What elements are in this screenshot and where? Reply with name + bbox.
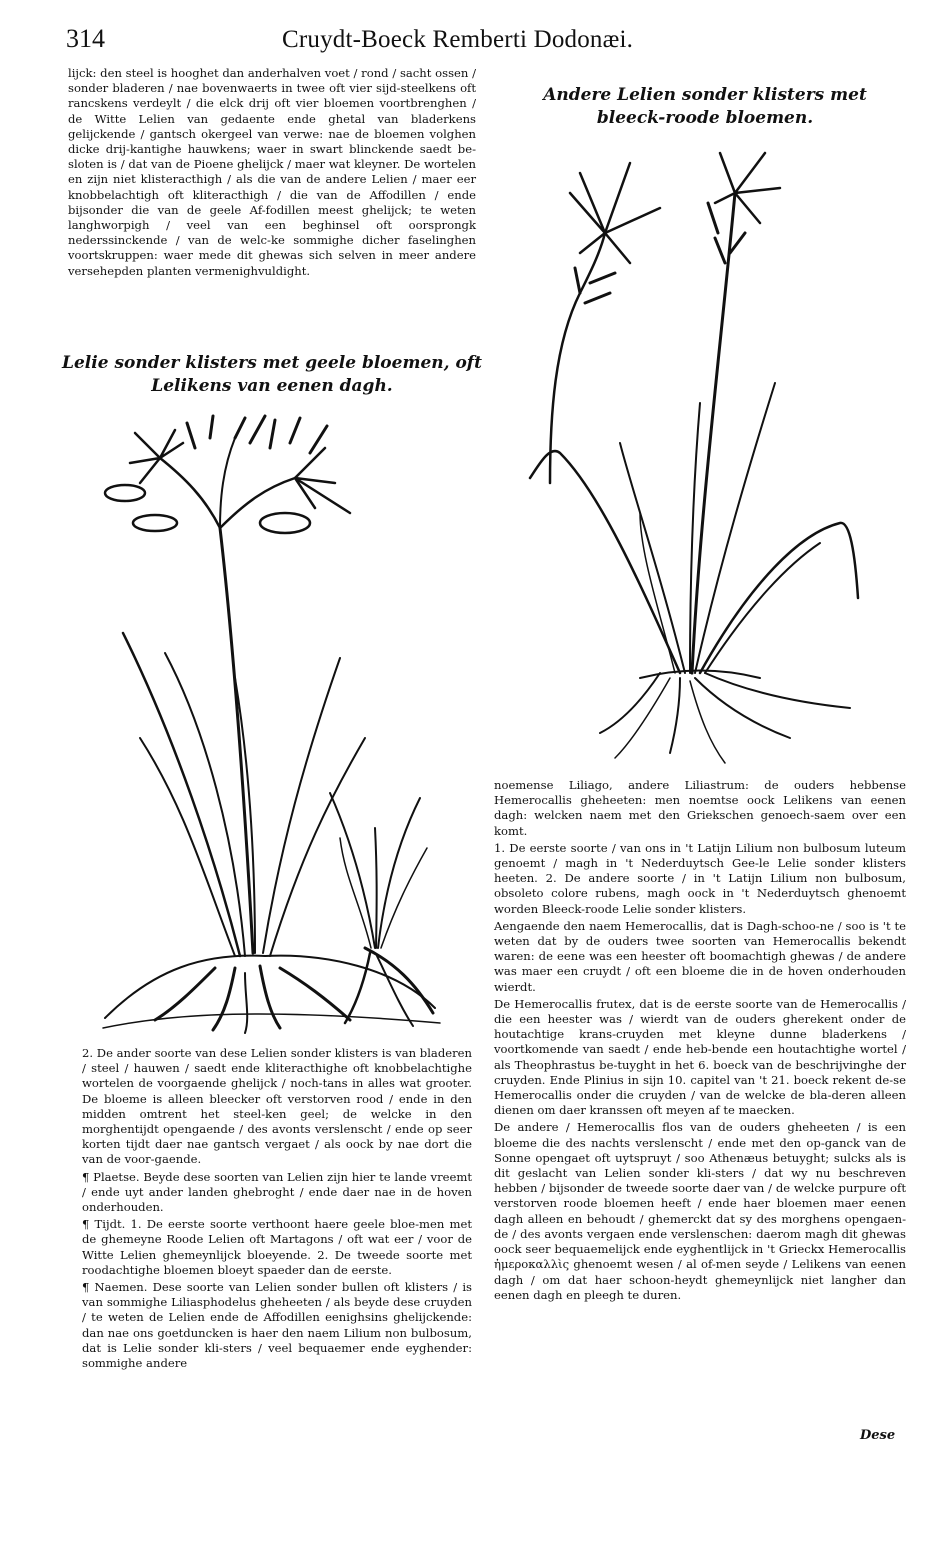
- paragraph: 2. De ander soorte van dese Lelien sonder klisters is van bladeren / steel / hauwen / saedt ende kliteracthighe oft knobbelachtighe wortelen de voorgaende ghelijck / noch-tans in alles wat grooter. De bloeme is alleen bleecker oft verstorven rood / ende in den midden omtrent het steel-ken geel; de welcke in den morghentijdt opengaende / des avonts verslenscht / ende op seer korten tijdt daer nae gantsch vergaet / als oock by nae dort die van de voor-gaende.: [82, 1046, 472, 1167]
- paragraph: 1. De eerste soorte / van ons in 't Latijn Lilium non bulbosum luteum genoemt / magh in 't Nederduytsch Gee-le Lelie sonder klisters heeten. 2. De andere soorte / in 't Latijn Lilium non bulbosum, obsoleto colore rubens, magh oock in 't Nederduytsch ghenoemt worden Bleeck-roode Lelie sonder klisters.: [494, 840, 906, 916]
- paragraph: noemense Liliago, andere Liliastrum: de ouders hebbense Hemerocallis gheheeten: men noemtse oock Lelikens van eenen dagh: welcken naem met den Griekschen genoech-saem over een komt.: [494, 778, 906, 838]
- paragraph: De andere / Hemerocallis flos van de ouders gheheeten / is een bloeme die des nachts verslenscht / ende met den op-ganck van de Sonne opengaet oft uytspruyt / soo Athenæus betuyght; sulcks als is dit geslacht van Lelien sonder kli-sters / dat wy nu beschreven hebben / bijsonder de tweede soorte daer van / de welcke purpure oft verstorven roode bloemen heeft / ende haer bloemen maer eenen dagh alleen en behoudt / ghemerckt dat sy des morghens opengaen-de / des avonts vergaen ende verslenschen: daerom magh dit ghewas oock seer bequaemelijck ende eyghentlijck in 't Grieckx Hemerocallis ἡμεροκαλλὶς ghenoemt wesen / al of-men seyde / Lelikens van eenen dagh / om dat haer schoon-heydt ghemeynlijck niet langher dan eenen dagh en pleegh te duren.: [494, 1120, 906, 1302]
- paragraph: lijck: den steel is hooghet dan anderhalven voet / rond / sacht ossen / sonder bladeren / nae bovenwaerts in twee oft vier sijd-steelkens oft rancskens verdeylt / die elck drij oft vier bloemen voortbrenghen / de Witte Lelien van gedaente ende ghetal van bladerkens gelijckende / gantsch okergeel van verwe: nae de bloemen volghen dicke drij-kantighe hauwkens; waer in swart blinckende saedt be-sloten is / dat van de Pioene ghelijck / maer wat kleyner. De wortelen en zijn niet klisteracthigh / als die van de andere Lelien / maer eer knobbelachtigh oft kliteracthigh / die van de Affodillen / ende bijsonder die van de geele Af-fodillen meest ghelijck; te weten langhworpigh / veel van een beghinsel oft oorsprongk nederssinckende / van de welc-ke sommighe dicher faselinghen voortskruppen: waer mede dit ghewas sich selven in meer andere versehepden planten vermenighvuldight.: [68, 66, 476, 278]
- page-number: 314: [66, 24, 105, 53]
- paragraph: De Hemerocallis frutex, dat is de eerste soorte van de Hemerocallis / die een heester was / wierdt van de ouders gherekent onder de houtachtige krans-cruyden met kleyne dunne bladerkens / voortkomende van saedt / ende heb-bende een houtachtighe wortel / als Theophrastus be-tuyght in het 6. boeck van de beschrijvinghe der cruyden. Ende Plinius in sijn 10. capitel van 't 21. boeck rekent de-se Hemerocallis onder die cruyden / van de welcke de bla-deren alleen dienen om daer kranssen oft meyen af te maecken.: [494, 996, 906, 1118]
- running-head: Cruydt-Boeck Remberti Dodonæi.: [282, 26, 634, 53]
- yellow-daylily-woodcut: [95, 408, 445, 1038]
- paragraph: ¶ Naemen. Dese soorte van Lelien sonder bullen oft klisters / is van sommighe Liliasphodelus gheheeten / als beyde dese cruyden / te weten de Lelien ende de Affodillen eenighsins ghelijckende: dan nae ons goetduncken is haer den naem Lilium non bulbosum, dat is Lelie sonder kli-sters / veel bequaemer ende eyghender: sommighe andere: [82, 1280, 472, 1371]
- left-column-bottom-text: [82, 1046, 472, 1373]
- left-figure-caption: Lelie sonder klisters met geele bloemen, oft Lelikens van eenen dagh.: [62, 353, 482, 396]
- right-column-bottom-text: [494, 778, 906, 1305]
- right-figure-caption: Andere Lelien sonder klisters met bleeck-roode bloemen.: [543, 85, 867, 128]
- pale-red-daylily-woodcut: [520, 133, 870, 773]
- paragraph: Aengaende den naem Hemerocallis, dat is Dagh-schoo-ne / soo is 't te weten dat by de ouders twee soorten van Hemerocallis bekendt waren: de eene was een heester oft boomachtigh ghewas / de andere was maer een cruydt / oft een bloeme die in de hoven onderhouden wierdt.: [494, 918, 906, 994]
- catchword: Dese: [860, 1428, 896, 1443]
- left-column-top-text: [68, 66, 476, 279]
- paragraph: ¶ Plaetse. Beyde dese soorten van Lelien zijn hier te lande vreemt / ende uyt ander landen ghebroght / ende daer nae in de hoven onderhouden.: [82, 1169, 472, 1215]
- paragraph: ¶ Tijdt. 1. De eerste soorte verthoont haere geele bloe-men met de ghemeyne Roode Lelien oft Martagons / oft wat eer / voor de Witte Lelien ghemeynlijck bloeyende. 2. De tweede soorte met roodachtighe bloemen bloeyt spaeder dan de eerste.: [82, 1217, 472, 1277]
